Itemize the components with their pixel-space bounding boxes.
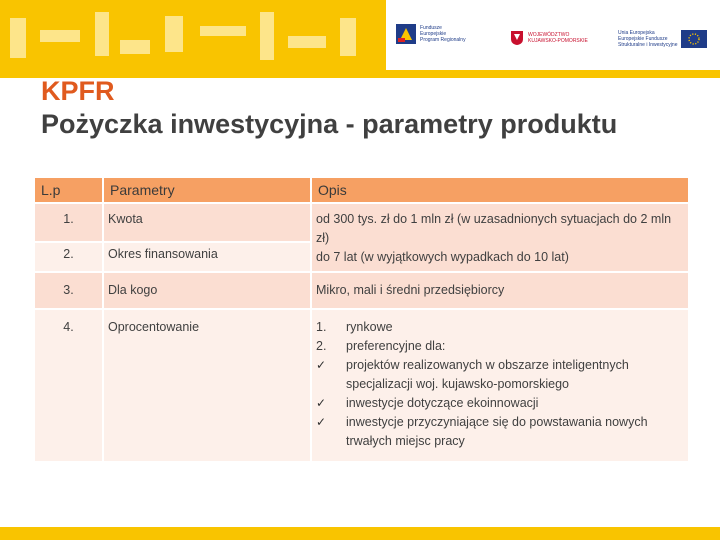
list-item-text: preferencyjne dla: [346, 339, 446, 353]
row-description [311, 203, 689, 272]
description-kwota: od 300 tys. zł do 1 mln zł (w uzasadnionych sytuacjach do 2 mln zł) [316, 212, 672, 245]
page-title: Pożyczka inwestycyjna - parametry produktu [41, 109, 618, 139]
eu-flag-icon [681, 30, 707, 48]
table-row [35, 272, 689, 309]
list-item-text: projektów realizowanych w obszarze inteligentnych specjalizacji woj. kujawsko-pomorskiego [346, 358, 629, 391]
list-marker: 2. [316, 339, 327, 353]
checkmark-icon: ✓ [316, 358, 327, 372]
logo-text: Program Regionalny [420, 37, 466, 43]
list-item [316, 394, 684, 413]
logo-text: Strukturalne i Inwestycyjne [618, 42, 678, 48]
row-number: 1. [35, 203, 103, 242]
list-item-text: rynkowe [346, 320, 393, 334]
row-number: 3. [35, 272, 103, 309]
row-number: 4. [35, 309, 103, 461]
checkmark-icon: ✓ [316, 396, 327, 410]
row-number: 2. [35, 242, 103, 272]
row-description [311, 309, 689, 461]
row-parameter: Dla kogo [103, 272, 311, 309]
interest-list [316, 318, 684, 451]
row-description: Mikro, mali i średni przedsiębiorcy [311, 272, 689, 309]
coat-of-arms-icon [510, 30, 524, 46]
fe-logo-icon [396, 24, 416, 44]
list-item [316, 413, 684, 451]
footer-band [0, 527, 720, 540]
fundusze-europejskie-logo [396, 24, 466, 44]
list-item [316, 356, 684, 394]
list-item-text: inwestycje dotyczące ekoinnowacji [346, 396, 539, 410]
table-row [35, 203, 689, 242]
header-lp: L.p [35, 178, 103, 203]
logo-strip [386, 0, 720, 70]
list-marker: 1. [316, 320, 327, 334]
logo-text: Unia Europejska [618, 30, 655, 36]
wojewodztwo-logo [510, 30, 588, 46]
checkmark-icon: ✓ [316, 415, 327, 429]
table-header-row [35, 178, 689, 203]
list-item-text: inwestycje przyczyniające się do powstawania nowych trwałych miejsc pracy [346, 415, 648, 448]
logo-text: Fundusze [420, 25, 442, 31]
header-parametry: Parametry [103, 178, 311, 203]
list-item [316, 318, 684, 337]
header-opis: Opis [311, 178, 689, 203]
logo-text: Europejskie Fundusze [618, 36, 668, 42]
logo-text: WOJEWÓDZTWO [528, 32, 570, 38]
table-row [35, 309, 689, 461]
logo-text: Europejskie [420, 31, 447, 37]
ue-logo [618, 30, 707, 48]
parameters-table [35, 178, 690, 461]
row-parameter: Okres finansowania [103, 242, 311, 272]
title-kpfr: KPFR [41, 76, 115, 106]
logo-text: KUJAWSKO-POMORSKIE [528, 38, 588, 44]
row-parameter: Oprocentowanie [103, 309, 311, 461]
row-parameter: Kwota [103, 203, 311, 242]
list-item [316, 337, 684, 356]
description-okres: do 7 lat (w wyjątkowych wypadkach do 10 lat) [316, 250, 569, 264]
